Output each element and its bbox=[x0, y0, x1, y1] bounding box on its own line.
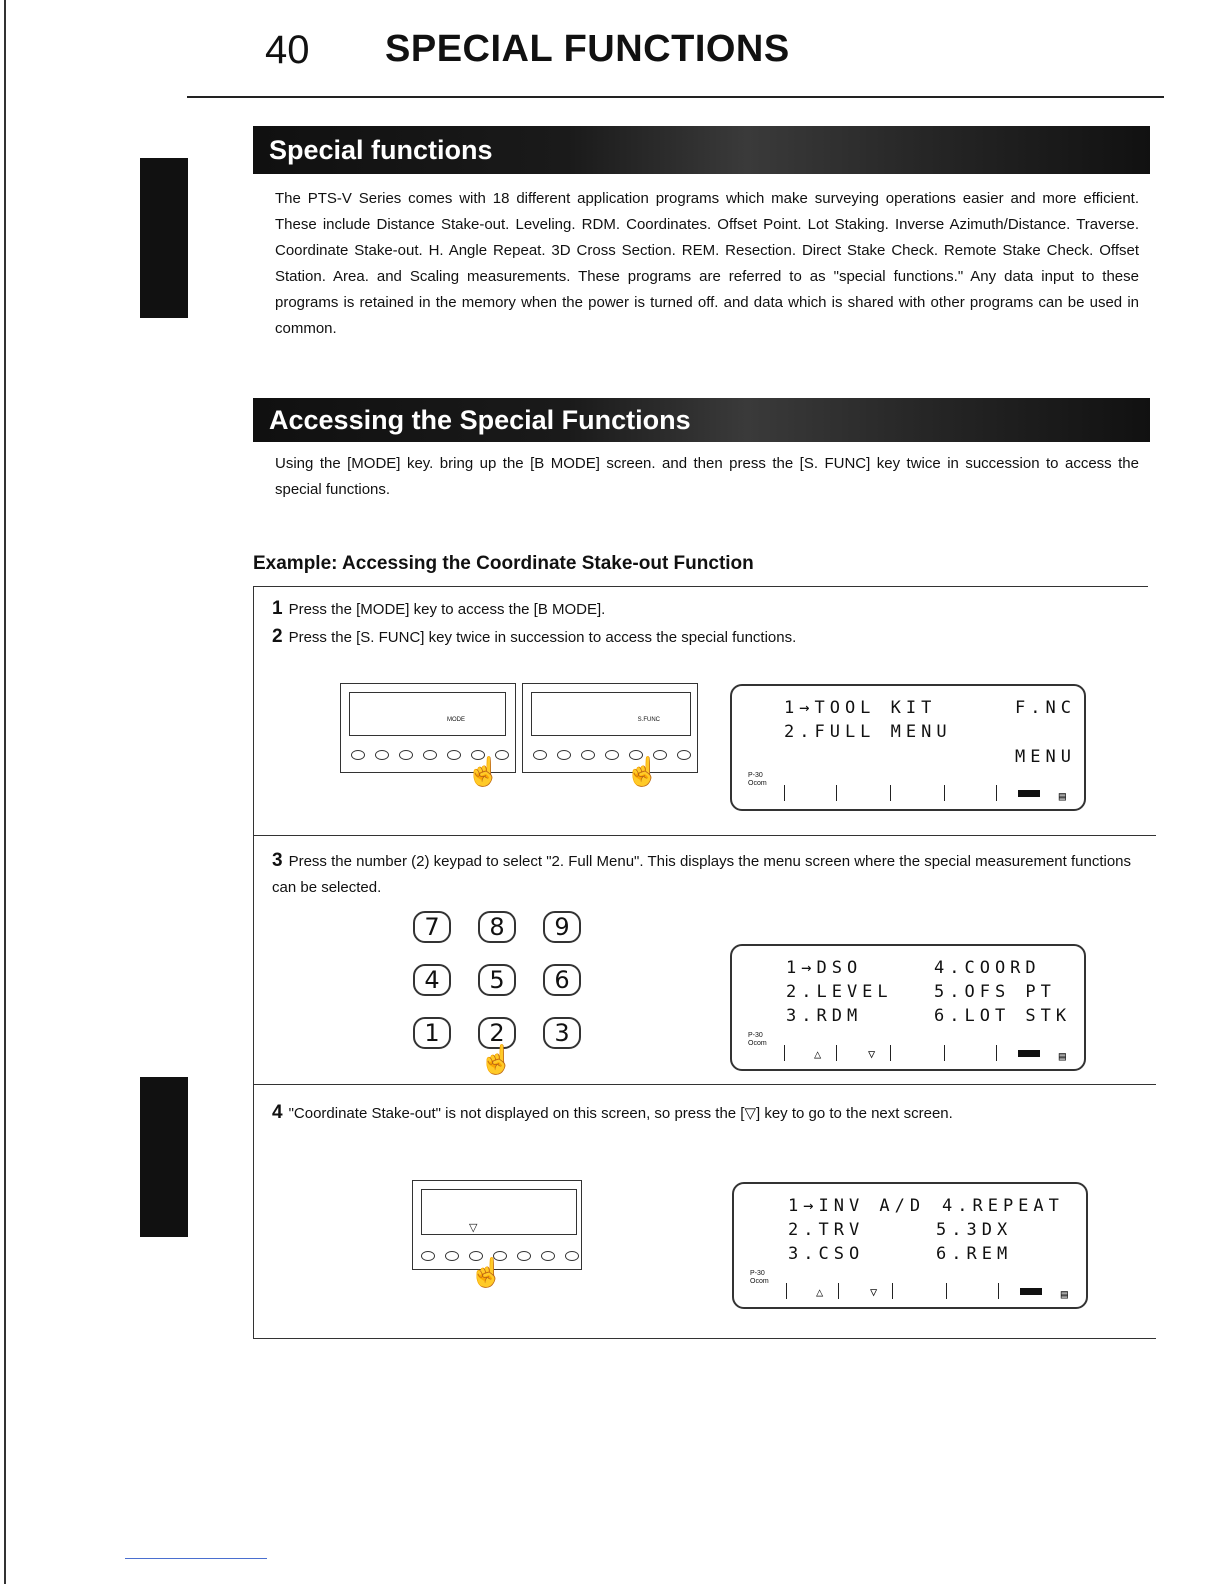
step-2 bbox=[272, 624, 1132, 651]
lcd-row: 3.RDM bbox=[786, 1006, 863, 1026]
step-3 bbox=[272, 848, 1140, 901]
example-title: Example: Accessing the Coordinate Stake-out Function bbox=[253, 553, 754, 574]
page-title: SPECIAL FUNCTIONS bbox=[385, 28, 790, 70]
scroll-down-icon: ▽ bbox=[870, 1285, 878, 1299]
page-number: 40 bbox=[265, 28, 310, 72]
example-bottom-rule bbox=[253, 1338, 1156, 1339]
lcd-side-bottom: Ocom bbox=[748, 780, 767, 787]
panel-key bbox=[447, 750, 461, 760]
scroll-up-icon: △ bbox=[814, 1047, 822, 1061]
keypad-key[interactable]: 4 bbox=[413, 964, 451, 996]
scroll-down-icon: ▽ bbox=[469, 1222, 478, 1234]
panel-key bbox=[375, 750, 389, 760]
lcd-row: 6.LOT STK bbox=[934, 1006, 1072, 1026]
lcd-side-bottom: Ocom bbox=[750, 1278, 769, 1285]
header-rule bbox=[187, 96, 1164, 98]
intro-paragraph: The PTS-V Series comes with 18 different application programs which make surveying operations easier and more efficient. These include Distance Stake-out. Leveling. RDM. Coordinates. Offset Point. Lot Staking. Inverse Azimuth/Distance. Traverse. Coordinate Stake-out. H. Angle Repeat. 3D Cross Section. REM. Resection. Direct Stake Check. Remote Stake Check. Offset Station. Area. and Scaling measurements. These programs are referred to as "special functions." Any data input to these programs is retained in the memory when the power is turned off. and data which is shared with other programs can be used in common. bbox=[275, 190, 1139, 337]
keypad-key[interactable]: 9 bbox=[543, 911, 581, 943]
step-number: 2 bbox=[272, 626, 283, 647]
step-text: Press the [MODE] key to access the [B MODE]. bbox=[288, 601, 606, 618]
pointing-hand-icon: ☝ bbox=[479, 1044, 514, 1075]
lcd-row: 3.CSO bbox=[788, 1244, 865, 1264]
panel-display bbox=[531, 692, 691, 736]
lcd-row: 5.OFS PT bbox=[934, 982, 1056, 1002]
scroll-down-icon: ▽ bbox=[868, 1047, 876, 1061]
panel-key bbox=[565, 1251, 579, 1261]
step-text: "Coordinate Stake-out" is not displayed on this screen, so press the [▽] key to go to the next screen. bbox=[288, 1105, 953, 1122]
lcd-row: 4.REPEAT bbox=[942, 1196, 1064, 1216]
step-1 bbox=[272, 596, 1132, 623]
keypad-key[interactable]: 6 bbox=[543, 964, 581, 996]
step-number: 1 bbox=[272, 598, 283, 619]
lcd-screen-func-menu bbox=[730, 684, 1086, 811]
panel-display-label: MODE bbox=[447, 717, 465, 723]
battery-icon bbox=[1020, 1288, 1042, 1295]
keypad-key[interactable]: 5 bbox=[478, 964, 516, 996]
lcd-row: 4.COORD bbox=[934, 958, 1041, 978]
example-left-rule bbox=[253, 586, 254, 1338]
example-divider-1 bbox=[253, 835, 1156, 836]
panel-buttons bbox=[533, 750, 691, 760]
lcd-row: 2.FULL MENU bbox=[784, 722, 952, 742]
memory-icon: ▤ bbox=[1058, 1049, 1066, 1063]
instrument-panel-scroll bbox=[412, 1180, 582, 1288]
keypad-key[interactable]: 3 bbox=[543, 1017, 581, 1049]
scroll-up-icon: △ bbox=[816, 1285, 824, 1299]
lcd-side-top: P-30 bbox=[750, 1270, 765, 1277]
lcd-row: 6.REM bbox=[936, 1244, 1013, 1264]
step-number: 4 bbox=[272, 1102, 283, 1123]
step-4 bbox=[272, 1100, 1152, 1127]
keypad-key[interactable]: 1 bbox=[413, 1017, 451, 1049]
panel-key bbox=[445, 1251, 459, 1261]
section-banner-accessing bbox=[253, 398, 1150, 442]
memory-icon: ▤ bbox=[1060, 1287, 1068, 1301]
battery-icon bbox=[1018, 790, 1040, 797]
pointing-hand-icon: ☝ bbox=[466, 756, 501, 787]
margin-tab-bottom bbox=[140, 1077, 188, 1237]
panel-key bbox=[541, 1251, 555, 1261]
panel-key bbox=[399, 750, 413, 760]
step-text: Press the [S. FUNC] key twice in succession to access the special functions. bbox=[288, 629, 797, 646]
access-paragraph: Using the [MODE] key. bring up the [B MODE] screen. and then press the [S. FUNC] key twice in succession to access the special functions. bbox=[275, 455, 1139, 498]
lcd-screen-full-menu-1 bbox=[730, 944, 1086, 1071]
lcd-row: 2.TRV bbox=[788, 1220, 865, 1240]
instrument-panel-sfunc bbox=[522, 683, 698, 787]
panel-key bbox=[351, 750, 365, 760]
example-divider-2 bbox=[253, 1084, 1156, 1085]
panel-display-label: S.FUNC bbox=[637, 717, 660, 723]
instrument-panel-mode bbox=[340, 683, 516, 787]
panel-key bbox=[581, 750, 595, 760]
lcd-side-bottom: Ocom bbox=[748, 1040, 767, 1047]
panel-display bbox=[349, 692, 506, 736]
lcd-row: 5.3DX bbox=[936, 1220, 1013, 1240]
pointing-hand-icon: ☝ bbox=[625, 756, 660, 787]
panel-key bbox=[677, 750, 691, 760]
panel-key bbox=[517, 1251, 531, 1261]
lcd-row: 1→TOOL KIT bbox=[784, 698, 937, 718]
lcd-row: 1→INV A/D bbox=[788, 1196, 926, 1216]
margin-tab-top bbox=[140, 158, 188, 318]
step-text: Press the number (2) keypad to select "2. Full Menu". This displays the menu screen where the special measurement functions can be selected. bbox=[272, 853, 1132, 896]
battery-icon bbox=[1018, 1050, 1040, 1057]
example-top-rule bbox=[253, 586, 1148, 587]
section-banner-label: Special functions bbox=[269, 134, 493, 165]
keypad-key[interactable]: 8 bbox=[478, 911, 516, 943]
panel-key bbox=[605, 750, 619, 760]
footer-rule bbox=[125, 1558, 267, 1559]
lcd-side-top: P-30 bbox=[748, 772, 763, 779]
lcd-row: MENU bbox=[1015, 747, 1076, 767]
lcd-side-top: P-30 bbox=[748, 1032, 763, 1039]
keypad-key[interactable]: 2 bbox=[478, 1017, 516, 1049]
step-number: 3 bbox=[272, 850, 283, 871]
lcd-screen-full-menu-2 bbox=[732, 1182, 1088, 1309]
panel-key bbox=[423, 750, 437, 760]
lcd-row: F.NC bbox=[1015, 698, 1076, 718]
lcd-row: 2.LEVEL bbox=[786, 982, 893, 1002]
section-banner-special-functions bbox=[253, 126, 1150, 174]
lcd-row: 1→DSO bbox=[786, 958, 863, 978]
keypad-key[interactable]: 7 bbox=[413, 911, 451, 943]
panel-key bbox=[533, 750, 547, 760]
memory-icon: ▤ bbox=[1058, 789, 1066, 803]
panel-key bbox=[557, 750, 571, 760]
pointing-hand-icon: ☝ bbox=[469, 1257, 504, 1288]
left-edge-line bbox=[4, 0, 6, 1584]
panel-display bbox=[421, 1189, 577, 1235]
section-banner-label: Accessing the Special Functions bbox=[269, 404, 691, 435]
panel-key bbox=[421, 1251, 435, 1261]
